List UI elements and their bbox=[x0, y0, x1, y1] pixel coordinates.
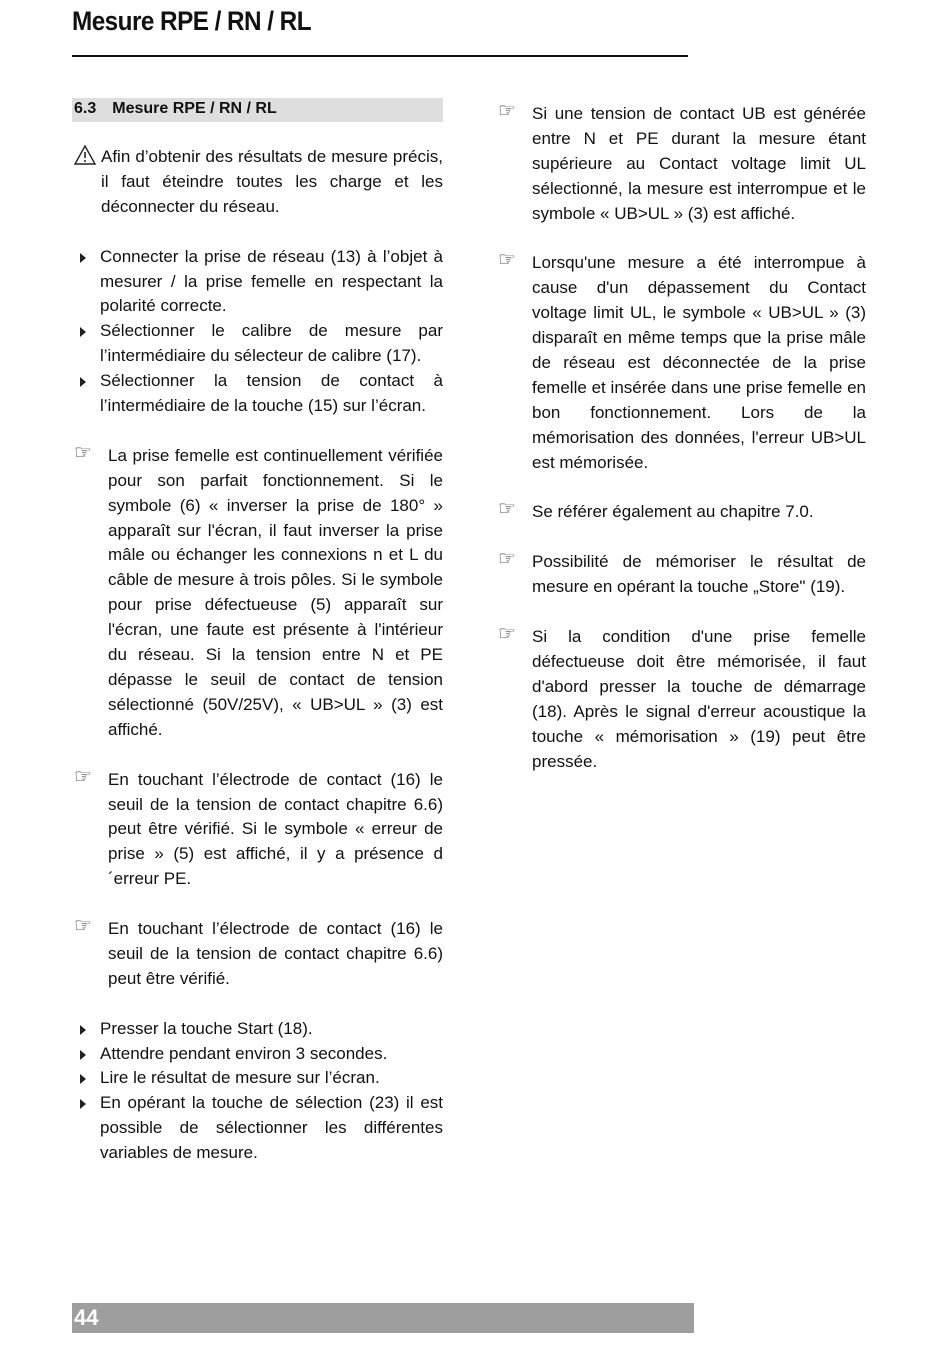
footer-bar bbox=[72, 1303, 694, 1333]
note-paragraph: ☞ Si une tension de contact UB est générée entre N et PE durant la mesure étant supérieure au Contact voltage limit UL sélectionné, la mesure est interrompue et le symbole « UB>UL » (3) est affiché. bbox=[498, 100, 866, 223]
list-item: Connecter la prise de réseau (13) à l’objet à mesurer / la prise femelle en respectant la polarité correcte. bbox=[72, 245, 443, 320]
section-heading bbox=[72, 98, 443, 122]
section-number: 6.3 bbox=[74, 100, 97, 117]
warning-paragraph bbox=[72, 145, 443, 220]
list-item: Lire le résultat de mesure sur l’écran. bbox=[72, 1066, 443, 1091]
pointing-hand-icon: ☞ bbox=[498, 249, 516, 272]
left-column bbox=[72, 145, 443, 1166]
triangle-bullet-icon bbox=[80, 377, 86, 387]
note-paragraph: ☞ La prise femelle est continuellement vérifiée pour son parfait fonctionnement. Si le symbole (6) « inverser la prise de 180° » apparaît sur l'écran, il faut inverser la prise mâle ou échanger les connexions n et L du câble de mesure à trois pôles. Si le symbole pour prise défectueuse (5) apparaît sur l'écran, une faute est présente à l'intérieur du réseau. Si la tension entre N et PE dépasse le seuil de contact de tension sélectionné (50V/25V), « UB>UL » (3) est affiché. bbox=[74, 441, 443, 739]
triangle-bullet-icon bbox=[80, 253, 86, 263]
pointing-hand-icon: ☞ bbox=[74, 441, 92, 464]
note-paragraph: ☞ En touchant l’électrode de contact (16) le seuil de la tension de contact chapitre 6.6) peut être vérifié. Si le symbole « erreur de prise » (5) est affiché, il y a présence d´erreur PE. bbox=[74, 765, 443, 889]
pointing-hand-icon: ☞ bbox=[498, 100, 516, 122]
triangle-bullet-icon bbox=[80, 1099, 86, 1109]
triangle-bullet-icon bbox=[80, 327, 86, 337]
list-item: Sélectionner le calibre de mesure par l’intermédiaire du sélecteur de calibre (17). bbox=[72, 319, 443, 369]
note-paragraph: ☞ Se référer également au chapitre 7.0. bbox=[498, 498, 814, 522]
triangle-bullet-icon bbox=[80, 1025, 86, 1035]
note-paragraph: ☞ Possibilité de mémoriser le résultat de mesure en opérant la touche „Store" (19). bbox=[498, 548, 866, 597]
pointing-hand-icon: ☞ bbox=[498, 622, 516, 645]
triangle-bullet-icon bbox=[80, 1050, 86, 1060]
list-item: En opérant la touche de sélection (23) il est possible de sélectionner les différentes variables de mesure. bbox=[72, 1091, 443, 1166]
pointing-hand-icon: ☞ bbox=[498, 548, 516, 571]
right-column bbox=[496, 102, 866, 774]
note-paragraph: ☞ Lorsqu'une mesure a été interrompue à cause d'un dépassement du Contact voltage limit UL, le symbole « UB>UL » (3) disparaît en même temps que la prise mâle de réseau est déconnectée de la prise femelle et insérée dans une prise femelle en bon fonctionnement. Lors de la mémorisation des données, l'erreur UB>UL est mémorisée. bbox=[498, 249, 866, 472]
warning-text: Afin d’obtenir des résultats de mesure précis, il faut éteindre toutes les charge et les déconnecter du réseau. bbox=[101, 147, 443, 216]
page-number: 44 bbox=[74, 1305, 99, 1330]
list-item: Sélectionner la tension de contact à l’intermédiaire de la touche (15) sur l’écran. bbox=[72, 369, 443, 419]
note-paragraph: ☞ En touchant l’électrode de contact (16) le seuil de la tension de contact chapitre 6.6) peut être vérifié. bbox=[74, 915, 443, 988]
warning-triangle-icon bbox=[74, 145, 96, 173]
list-item: Attendre pendant environ 3 secondes. bbox=[72, 1042, 443, 1067]
title-rule bbox=[72, 55, 688, 57]
triangle-bullet-icon bbox=[80, 1074, 86, 1084]
pointing-hand-icon: ☞ bbox=[74, 765, 92, 788]
note-paragraph: ☞ Si la condition d'une prise femelle défectueuse doit être mémorisée, il faut d'abord presser la touche de démarrage (18). Après le signal d'erreur acoustique la touche « mémorisation » (19) peut être pressée. bbox=[498, 622, 866, 771]
pointing-hand-icon: ☞ bbox=[74, 915, 92, 938]
page-title: Mesure RPE / RN / RL bbox=[72, 6, 312, 36]
section-title: Mesure RPE / RN / RL bbox=[112, 100, 277, 117]
pointing-hand-icon: ☞ bbox=[498, 498, 516, 521]
list-item: Presser la touche Start (18). bbox=[72, 1017, 443, 1042]
